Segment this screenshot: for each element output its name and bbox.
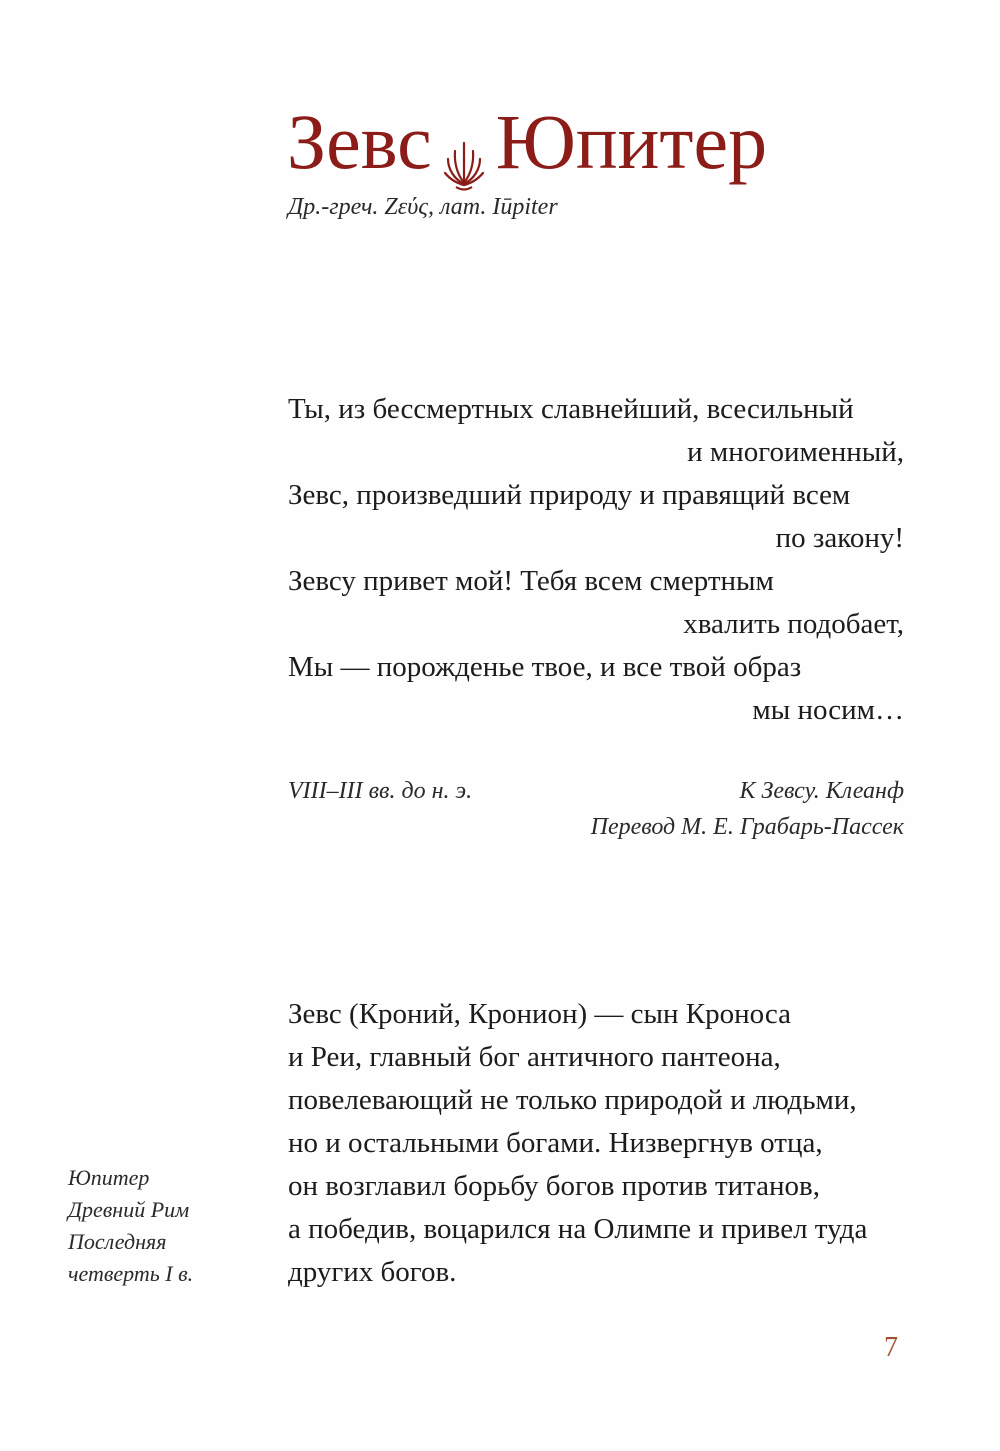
page-number: 7 bbox=[884, 1332, 898, 1363]
caption-line: Последняя bbox=[68, 1229, 167, 1254]
poem-translator: Перевод М. Е. Грабарь-Пассек bbox=[590, 814, 904, 840]
poem-attribution bbox=[288, 773, 904, 845]
poem-line: мы носим… bbox=[752, 694, 904, 726]
palmette-ornament-icon bbox=[442, 122, 486, 178]
image-caption bbox=[68, 1162, 248, 1290]
body-line: Зевс (Кроний, Кронион) — сын Кроноса bbox=[288, 998, 791, 1030]
name-origins: Др.-греч. Ζεύς, лат. Iūpiter bbox=[288, 194, 558, 220]
poem-epigraph bbox=[288, 388, 904, 732]
body-line: других богов. bbox=[288, 1256, 457, 1288]
poem-line: хвалить подобает, bbox=[683, 608, 904, 640]
body-line: он возглавил борьбу богов против титанов, bbox=[288, 1170, 820, 1202]
caption-line: четверть I в. bbox=[68, 1261, 194, 1286]
body-line: повелевающий не только природой и людьми, bbox=[288, 1084, 857, 1116]
body-line: а победив, воцарился на Олимпе и привел туда bbox=[288, 1213, 868, 1245]
title-jupiter: Юпитер bbox=[495, 98, 768, 185]
caption-line: Юпитер bbox=[68, 1165, 150, 1190]
caption-line: Древний Рим bbox=[68, 1197, 190, 1222]
title-zeus: Зевс bbox=[287, 98, 432, 185]
poem-line: Зевсу привет мой! Тебя всем смертным bbox=[288, 565, 774, 597]
poem-source: К Зевсу. Клеанф bbox=[739, 778, 904, 804]
poem-line: Мы — порожденье твое, и все твой образ bbox=[288, 651, 802, 683]
body-line: но и остальными богами. Низвергнув отца, bbox=[288, 1127, 823, 1159]
poem-line: Ты, из бессмертных славнейший, всесильный bbox=[288, 393, 854, 425]
body-line: и Реи, главный бог античного пантеона, bbox=[288, 1041, 781, 1073]
page-title bbox=[287, 92, 927, 192]
poem-line: Зевс, произведший природу и правящий всем bbox=[288, 479, 851, 511]
poem-date: VIII–III вв. до н. э. bbox=[288, 778, 473, 804]
body-paragraph bbox=[288, 993, 908, 1294]
poem-line: по закону! bbox=[775, 522, 904, 554]
poem-line: и многоименный, bbox=[687, 436, 904, 468]
